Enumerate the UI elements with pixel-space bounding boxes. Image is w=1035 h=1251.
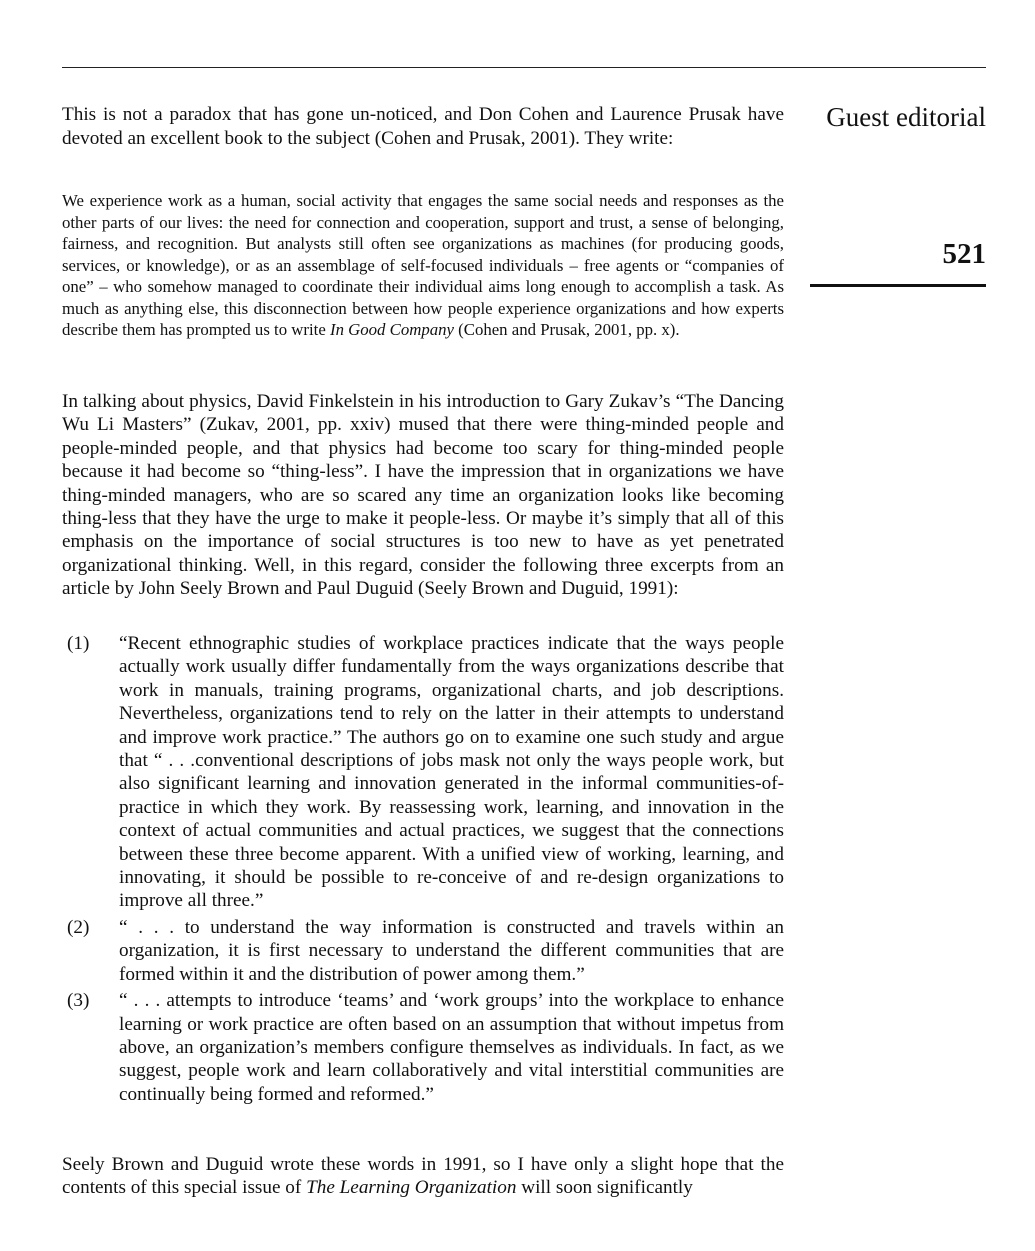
excerpt-text: “ . . . attempts to introduce ‘teams’ and ‘work groups’ into the workplace to enhance learning or work practice are often based on an assumption that without impetus from above, an organization’s members configure themselves as individuals. In fact, as we suggest, people work and learn collaboratively and vital interstitial communities are continually being formed and reformed.”: [119, 990, 784, 1105]
sidebar: [810, 100, 986, 270]
excerpt-number: (1): [67, 633, 90, 654]
excerpt-list: [62, 632, 784, 1109]
closing-paragraph: [62, 1153, 784, 1200]
main-paragraph: In talking about physics, David Finkelstein in his introduction to Gary Zukav’s “The Dancing Wu Li Masters” (Zukav, 2001, pp. xxiv) mused that there were thing-minded people and people-minded people, and that physics had become too scary for thing-minded people because it had become so “thing-less”. I have the impression that in organizations we have thing-minded managers, who are so scared any time an organization looks like becoming thing-less that they have the urge to make it people-less. Or maybe it’s simply that all of this emphasis on the importance of social structures is too new to have as yet penetrated organizational thinking. Well, in this regard, consider the following three excerpts from an article by John Seely Brown and Paul Duguid (Seely Brown and Duguid, 1991):: [62, 391, 784, 600]
journal-title: The Learning Organization: [306, 1177, 517, 1199]
excerpt-item-1: [62, 632, 784, 913]
excerpt-number: (3): [67, 990, 90, 1012]
book-title: In Good Company: [329, 320, 454, 339]
excerpt-text: “Recent ethnographic studies of workplace practices indicate that the ways people actually work usually differ fundamentally from the ways organizations describe that work in manuals, training programs, organizational charts, and job descriptions. Nevertheless, organizations tend to rely on the latter in their attempts to understand and improve work practice.” The authors go on to examine one such study and argue that “ . . .conventional descriptions of jobs mask not only the ways people work, but also significant learning and innovation generated in the informal communities-of-practice in which they work. By reassessing work, learning, and innovation in the context of actual communities and actual practices, we suggest that the connections between these three become apparent. With a unified view of working, learning, and innovating, it should be possible to re-conceive of and re-design organizations to improve all three.”: [119, 633, 784, 912]
closing-text-after: will soon significantly: [521, 1177, 693, 1199]
excerpt-number: (2): [67, 916, 90, 938]
block-quote-text: We experience work as a human, social activity that engages the same social needs and responses as the other parts of our lives: the need for connection and cooperation, support and trust, a sense of belonging, fairness, and recognition. But analysts still often see organizations as machines (for producing goods, services, or knowledge), or as an assemblage of self-focused individuals – free agents or “companies of one” – who somehow managed to coordinate their individual aims long enough to accomplish a task. As much as anything else, this disconnection between how people experience organizations and how experts describe them has prompted us to write: [62, 191, 784, 339]
page-number: 521: [942, 238, 986, 270]
excerpt-item-3: [62, 989, 784, 1106]
excerpt-item-2: [62, 916, 784, 986]
closing-text-before: Seely Brown and Duguid wrote these words in 1991, so I have only a slight hope that the contents of this special issue of: [62, 1154, 784, 1199]
block-quote-citation: (Cohen and Prusak, 2001, pp. x).: [458, 320, 680, 339]
page-number-rule: [810, 284, 986, 287]
excerpt-text: “ . . . to understand the way information is constructed and travels within an organization, it is first necessary to understand the different communities that are formed within it and the distribution of power among them.”: [119, 916, 784, 985]
section-label: Guest editorial: [826, 102, 986, 132]
lead-paragraph: This is not a paradox that has gone un-noticed, and Don Cohen and Laurence Prusak have devoted an excellent book to the subject (Cohen and Prusak, 2001). They write:: [62, 104, 784, 149]
block-quote: [62, 190, 784, 341]
top-rule: [62, 67, 986, 68]
